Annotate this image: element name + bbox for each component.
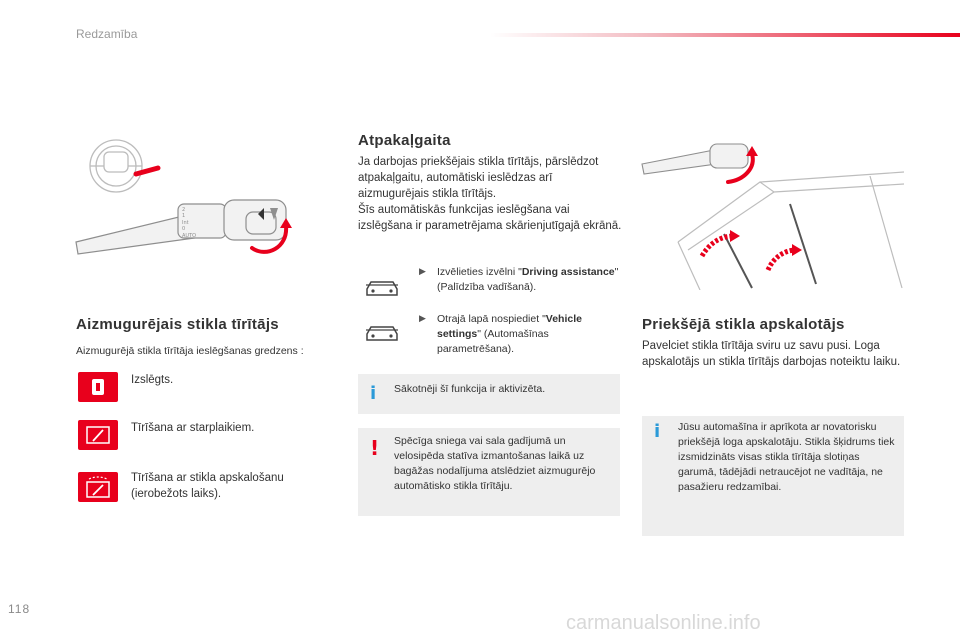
- highlighted-stalk: [136, 168, 158, 174]
- stalk-body: [76, 200, 286, 254]
- page-number: 118: [8, 602, 31, 616]
- info-box-reverse: [358, 374, 620, 414]
- info-icon: i: [370, 383, 377, 404]
- watermark: carmanualsonline.info: [566, 612, 761, 634]
- rear-wiper-title: Aizmugurējais stikla tīrītājs: [76, 316, 279, 333]
- stalk-label: 2: [182, 207, 186, 213]
- section-title: Redzamība: [76, 27, 138, 41]
- stalk-label: Int: [182, 220, 189, 226]
- windscreen-washer-illustration: [640, 138, 904, 290]
- rear-wiper-option-wash: Tīrīšana ar stikla apskalošanu (ierobežots laiks).: [131, 472, 284, 500]
- info-text-reverse: Sākotnēji šī funkcija ir aktivizēta.: [394, 383, 546, 395]
- info-box-front-wash: [642, 416, 904, 536]
- info-icon: i: [654, 421, 661, 442]
- reverse-title: Atpakaļgaita: [358, 132, 451, 149]
- stalk-label: 0: [182, 226, 186, 232]
- wiper-stalk-icon: [642, 144, 748, 174]
- reverse-step-2: Otrajā lapā nospiediet "Vehicle settings" (Automašīnas parametrēšana).: [437, 313, 582, 355]
- rear-wiper-option-intermittent: Tīrīšana ar starplaikiem.: [131, 422, 255, 434]
- bullet-marker-icon: ▶: [419, 313, 426, 323]
- bullet-marker-icon: ▶: [419, 266, 426, 276]
- car-windscreen-outline: [678, 172, 904, 290]
- warning-icon: !: [370, 436, 380, 460]
- steering-wheel-icon: [90, 140, 142, 192]
- warning-text-reverse: Spēcīga sniega vai sala gadījumā un velosipēda statīva izmantošanas laikā uz bagāžas nodalījuma atslēdziet aizmugurējo automātisko stikla tīrītāju.: [394, 435, 596, 492]
- reverse-paragraph-2: Šīs automātiskās funkcijas ieslēgšana vai izslēgšana ir parametrējama skārienjutīgajā ekrānā.: [358, 204, 622, 232]
- front-wash-text: Pavelciet stikla tīrītāja sviru uz savu pusi. Loga apskalotājs un stikla tīrītājs darbojas noteiktu laiku.: [642, 340, 901, 368]
- spray-arrow-icon: [768, 250, 796, 270]
- wiper-stalk-illustration: [74, 138, 306, 260]
- stalk-label: 1: [182, 213, 186, 219]
- reverse-step-1: Izvēlieties izvēlni "Driving assistance" (Palīdzība vadīšanā).: [437, 266, 619, 293]
- header-divider: [490, 33, 960, 37]
- off-zero-icon: [78, 372, 118, 402]
- car-icon: [364, 321, 400, 343]
- rear-wiper-option-off: Izslēgts.: [131, 374, 174, 386]
- rear-wiper-intro: Aizmugurējā stikla tīrītāja ieslēgšanas gredzens :: [76, 345, 304, 357]
- rear-wiper-intermittent-icon: [78, 420, 118, 450]
- warning-box-reverse: [358, 428, 620, 516]
- stalk-label: AUTO: [182, 233, 197, 239]
- rear-wiper-wash-icon: [78, 472, 118, 502]
- car-icon: [364, 276, 400, 298]
- info-text-front-wash: Jūsu automašīna ir aprīkota ar novatorisku priekšējā loga apskalotāju. Stikla šķidrums tiek izsmidzināts visas stikla tīrītāja slotiņas garumā, tādējādi netraucējot ne vadītāja, ne pasažieru redzamībai.: [678, 421, 895, 493]
- reverse-paragraph-1: Ja darbojas priekšējais stikla tīrītājs, pārslēdzot atpakaļgaitu, automātiski ieslēdzas arī aizmugurējais stikla tīrītājs.: [358, 156, 599, 200]
- front-wash-title: Priekšējā stikla apskalotājs: [642, 316, 845, 333]
